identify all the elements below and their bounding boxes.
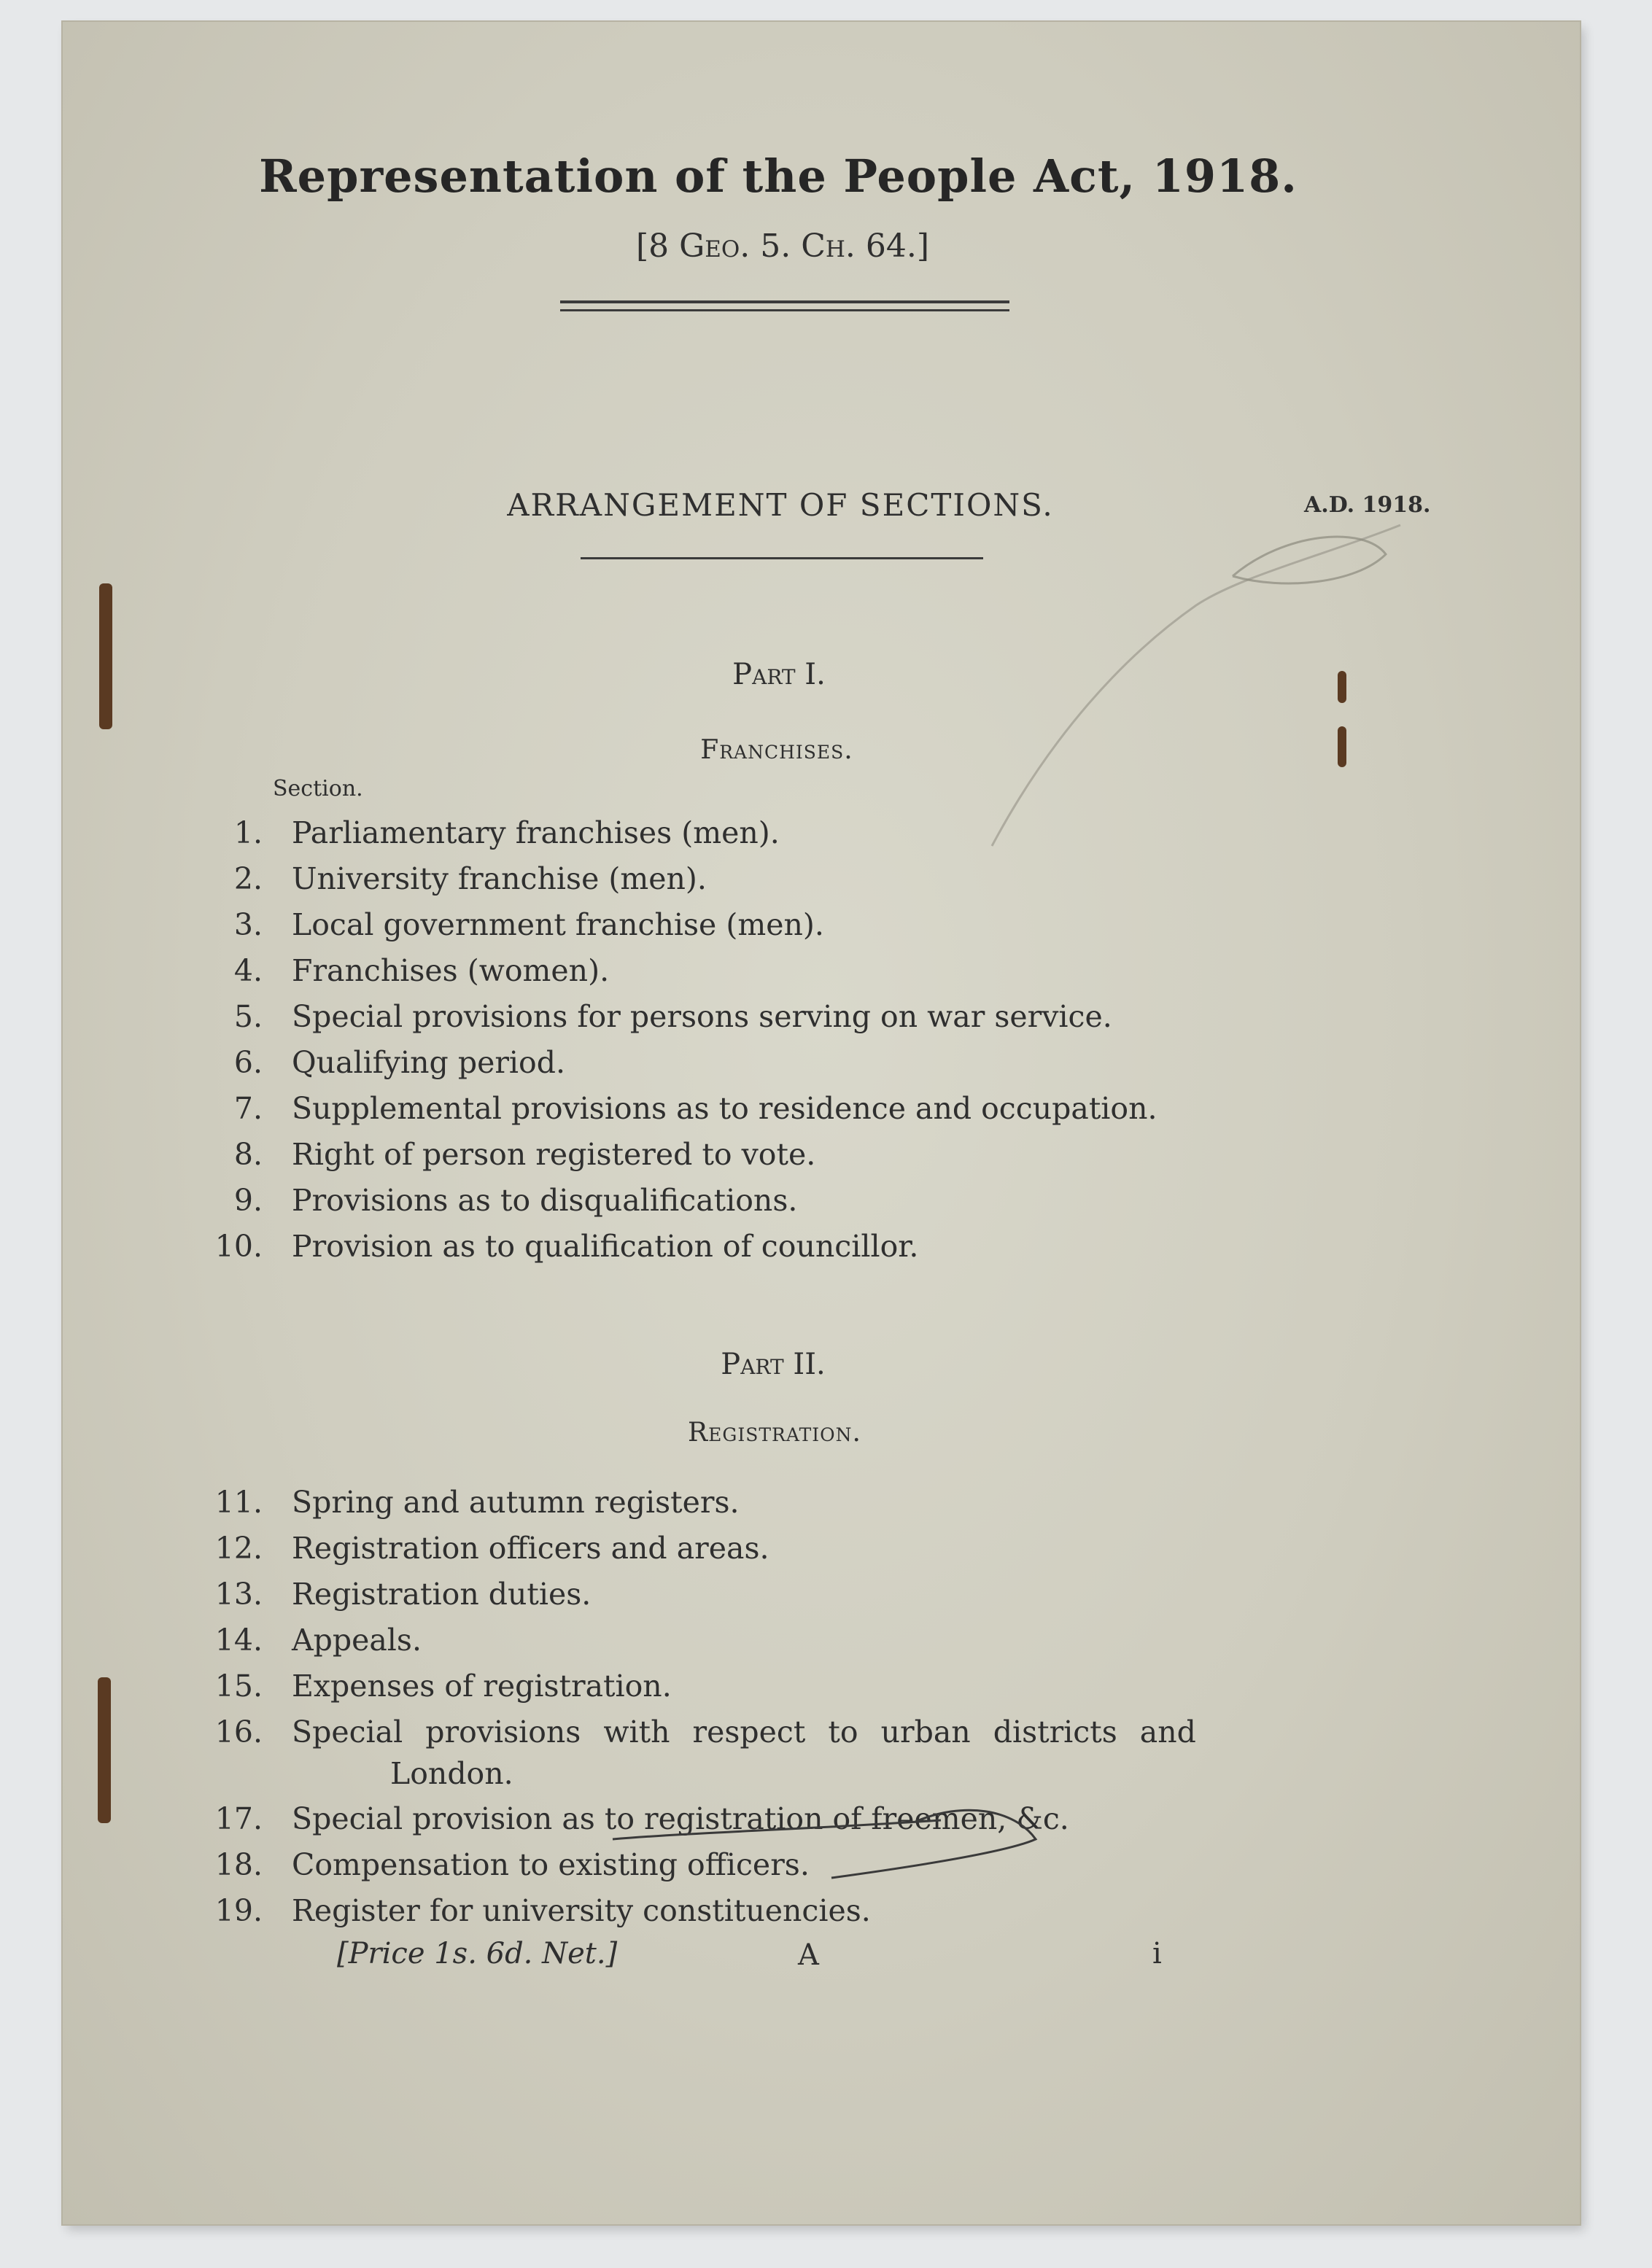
section-title: Spring and autumn registers. (292, 1485, 740, 1520)
part-label: Part I. (732, 658, 826, 691)
arrangement-heading: ARRANGEMENT OF SECTIONS. (507, 487, 1054, 523)
section-number: 5. (233, 999, 263, 1034)
section-title-continuation: London. (390, 1756, 513, 1791)
part-label: Part II. (721, 1348, 826, 1381)
section-title: Right of person registered to vote. (292, 1137, 816, 1172)
section-number: 15. (214, 1669, 263, 1704)
section-number: 11. (214, 1485, 263, 1520)
page-number: i (1152, 1937, 1162, 1970)
section-number: 7. (233, 1091, 263, 1126)
section-column-label: Section. (273, 776, 363, 801)
section-number: 17. (214, 1801, 263, 1836)
section-number: 16. (214, 1714, 263, 1749)
section-title: Local government franchise (men). (292, 907, 824, 942)
section-number: 10. (214, 1229, 263, 1264)
section-title: Parliamentary franchises (men). (292, 815, 780, 850)
section-title: University franchise (men). (292, 861, 707, 896)
section-title: Provisions as to disqualifications. (292, 1183, 798, 1218)
paper-crease (992, 525, 1400, 846)
section-number: 14. (214, 1623, 263, 1658)
section-title: Expenses of registration. (292, 1669, 672, 1704)
section-title: Compensation to existing officers. (292, 1847, 810, 1882)
section-title: Qualifying period. (292, 1045, 566, 1080)
section-number: 18. (214, 1847, 263, 1882)
part-heading: Registration. (688, 1418, 861, 1448)
margin-year: A.D. 1918. (1304, 492, 1431, 518)
section-number: 4. (233, 953, 263, 988)
section-number: 12. (214, 1531, 263, 1566)
act-citation: [8 Geo. 5. Ch. 64.] (635, 228, 930, 265)
page-title: Representation of the People Act, 1918. (259, 149, 1298, 203)
part-heading: Franchises. (700, 735, 853, 765)
printer-signature: A (798, 1938, 819, 1972)
section-number: 19. (214, 1893, 263, 1928)
section-number: 13. (214, 1577, 263, 1612)
price-note: [Price 1s. 6d. Net.] (337, 1937, 618, 1970)
section-number: 2. (233, 861, 263, 896)
section-number: 1. (233, 815, 263, 850)
section-title: Registration duties. (292, 1577, 592, 1612)
section-number: 8. (233, 1137, 263, 1172)
section-title: Appeals. (292, 1623, 422, 1658)
section-number: 9. (233, 1183, 263, 1218)
section-title: Special provisions with respect to urban districts and (292, 1714, 1196, 1749)
pencil-strike-line (613, 1820, 941, 1839)
section-title: Register for university constituencies. (292, 1893, 871, 1928)
section-title: Provision as to qualification of councillor. (292, 1229, 919, 1264)
section-title: Special provisions for persons serving on war service. (292, 999, 1112, 1034)
section-number: 6. (233, 1045, 263, 1080)
section-title: Franchises (women). (292, 953, 610, 988)
section-title: Supplemental provisions as to residence and occupation. (292, 1091, 1157, 1126)
section-title: Special provision as to registration of freemen, &c. (292, 1801, 1069, 1836)
section-title: Registration officers and areas. (292, 1531, 769, 1566)
section-number: 3. (233, 907, 263, 942)
